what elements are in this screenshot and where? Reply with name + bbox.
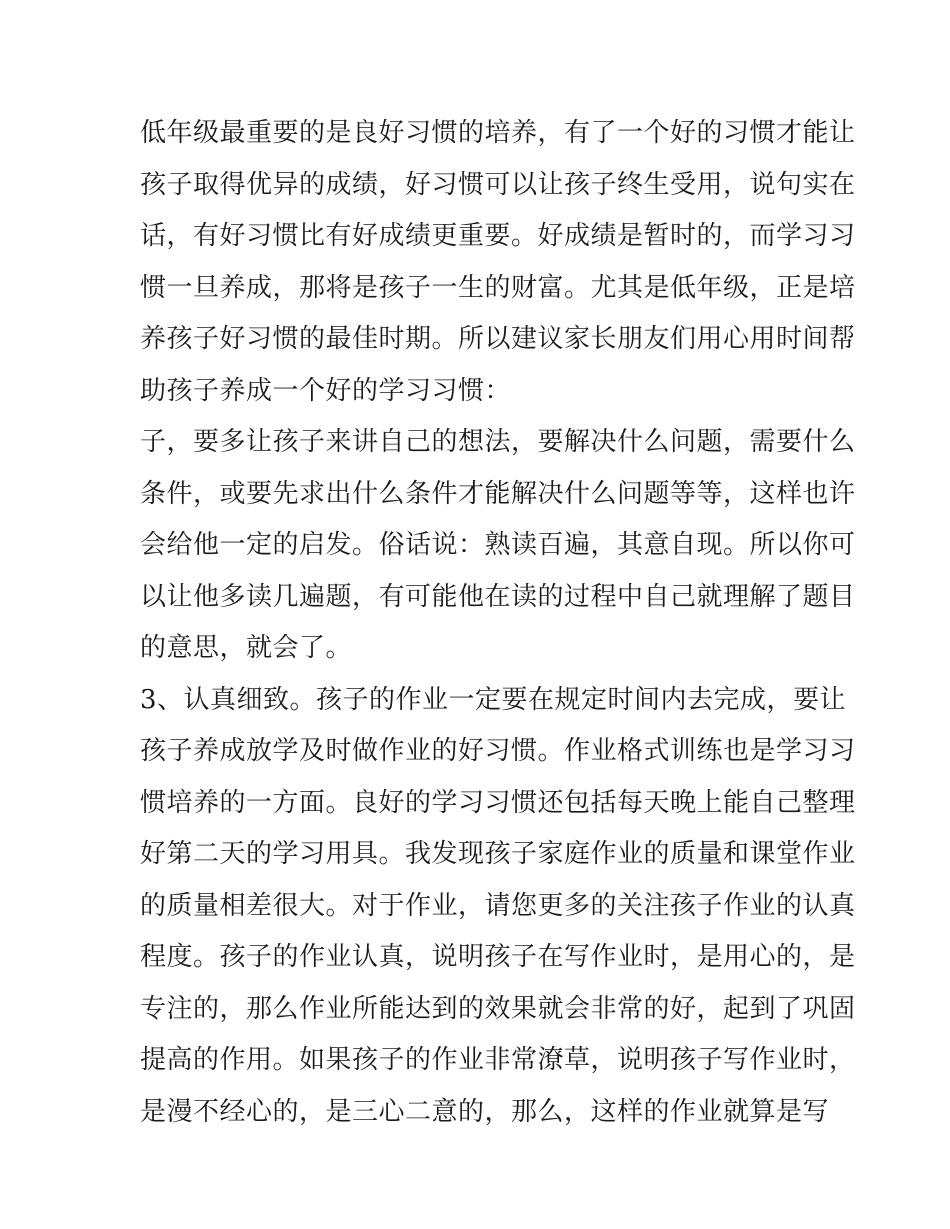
text-line: 3、认真细致。孩子的作业一定要在规定时间内去完成，要让 [140, 684, 847, 715]
text-line: 好第二天的学习用具。我发现孩子家庭作业的质量和课堂作业 [140, 839, 856, 869]
text-line: 惯一旦养成，那将是孩子一生的财富。尤其是低年级，正是培 [140, 272, 856, 303]
text-line: 孩子养成放学及时做作业的好习惯。作业格式训练也是学习习 [140, 736, 856, 766]
text-line: 以让他多读几遍题，有可能他在读的过程中自己就理解了题目 [140, 581, 856, 612]
text-line: 话，有好习惯比有好成绩更重要。好成绩是暂时的，而学习习 [140, 221, 856, 251]
text-line: 是漫不经心的，是三心二意的，那么，这样的作业就算是写 [140, 1096, 830, 1127]
text-line: 孩子取得优异的成绩，好习惯可以让孩子终生受用，说句实在 [140, 169, 856, 200]
text-line: 条件，或要先求出什么条件才能解决什么问题等等，这样也许 [140, 478, 856, 509]
text-line: 低年级最重要的是良好习惯的培养，有了一个好的习惯才能让 [140, 118, 856, 148]
text-line: 助孩子养成一个好的学习习惯： [140, 375, 512, 406]
text-line: 惯培养的一方面。良好的学习习惯还包括每天晚上能自己整理 [140, 787, 856, 818]
text-line: 的质量相差很大。对于作业，请您更多的关注孩子作业的认真 [140, 890, 856, 921]
text-line: 会给他一定的启发。俗话说：熟读百遍，其意自现。所以你可 [140, 530, 856, 560]
text-line: 子，要多让孩子来讲自己的想法，要解决什么问题，需要什么 [140, 427, 856, 457]
text-line: 专注的，那么作业所能达到的效果就会非常的好，起到了巩固 [140, 993, 856, 1024]
text-line: 提高的作用。如果孩子的作业非常潦草，说明孩子写作业时， [140, 1045, 856, 1075]
text-line: 养孩子好习惯的最佳时期。所以建议家长朋友们用心用时间帮 [140, 324, 856, 354]
text-line: 的意思，就会了。 [140, 633, 353, 663]
body-text [140, 108, 856, 1138]
text-line: 程度。孩子的作业认真，说明孩子在写作业时，是用心的，是 [140, 942, 856, 972]
